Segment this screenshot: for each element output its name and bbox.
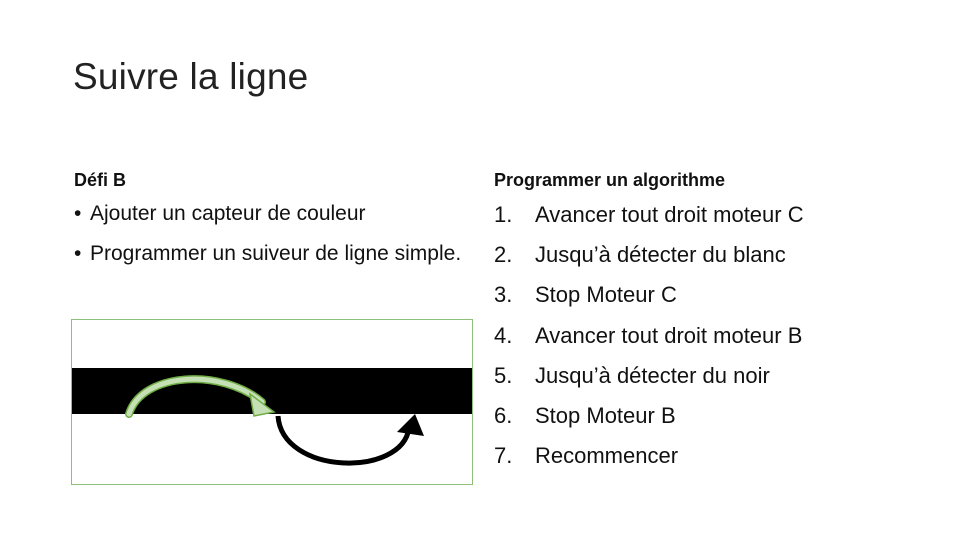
right-column-heading: Programmer un algorithme	[494, 170, 726, 190]
step-text: Avancer tout droit moteur C	[535, 202, 804, 227]
bullet-list	[74, 200, 474, 280]
step-text: Jusqu’à détecter du blanc	[535, 242, 786, 268]
bullet-icon: •	[74, 242, 82, 265]
bullet-text: Ajouter un capteur de couleur	[90, 202, 366, 225]
step-text: Avancer tout droit moteur B	[535, 322, 803, 348]
bullet-icon: •	[74, 202, 82, 225]
step-text: Stop Moteur C	[535, 282, 677, 308]
step-number: 5.	[494, 362, 513, 388]
step-number: 4.	[494, 322, 513, 348]
bullet-item	[74, 200, 474, 227]
step-number: 7.	[494, 443, 513, 469]
bullet-item	[74, 240, 474, 267]
step-number: 3.	[494, 282, 513, 308]
step-number: 6.	[494, 402, 513, 428]
step-text: Stop Moteur B	[535, 402, 676, 428]
step-number: 1.	[494, 202, 513, 227]
diagram-svg	[72, 320, 472, 484]
left-column-heading: Défi B	[74, 170, 127, 190]
curved-arrow-up-icon	[278, 414, 424, 463]
step-text: Recommencer	[535, 443, 679, 469]
line-follower-diagram	[71, 319, 473, 485]
step-number: 2.	[494, 242, 513, 268]
slide-title: Suivre la ligne	[73, 56, 309, 97]
step-text: Jusqu’à détecter du noir	[535, 362, 770, 388]
bullet-text: Programmer un suiveur de ligne simple.	[90, 242, 462, 265]
